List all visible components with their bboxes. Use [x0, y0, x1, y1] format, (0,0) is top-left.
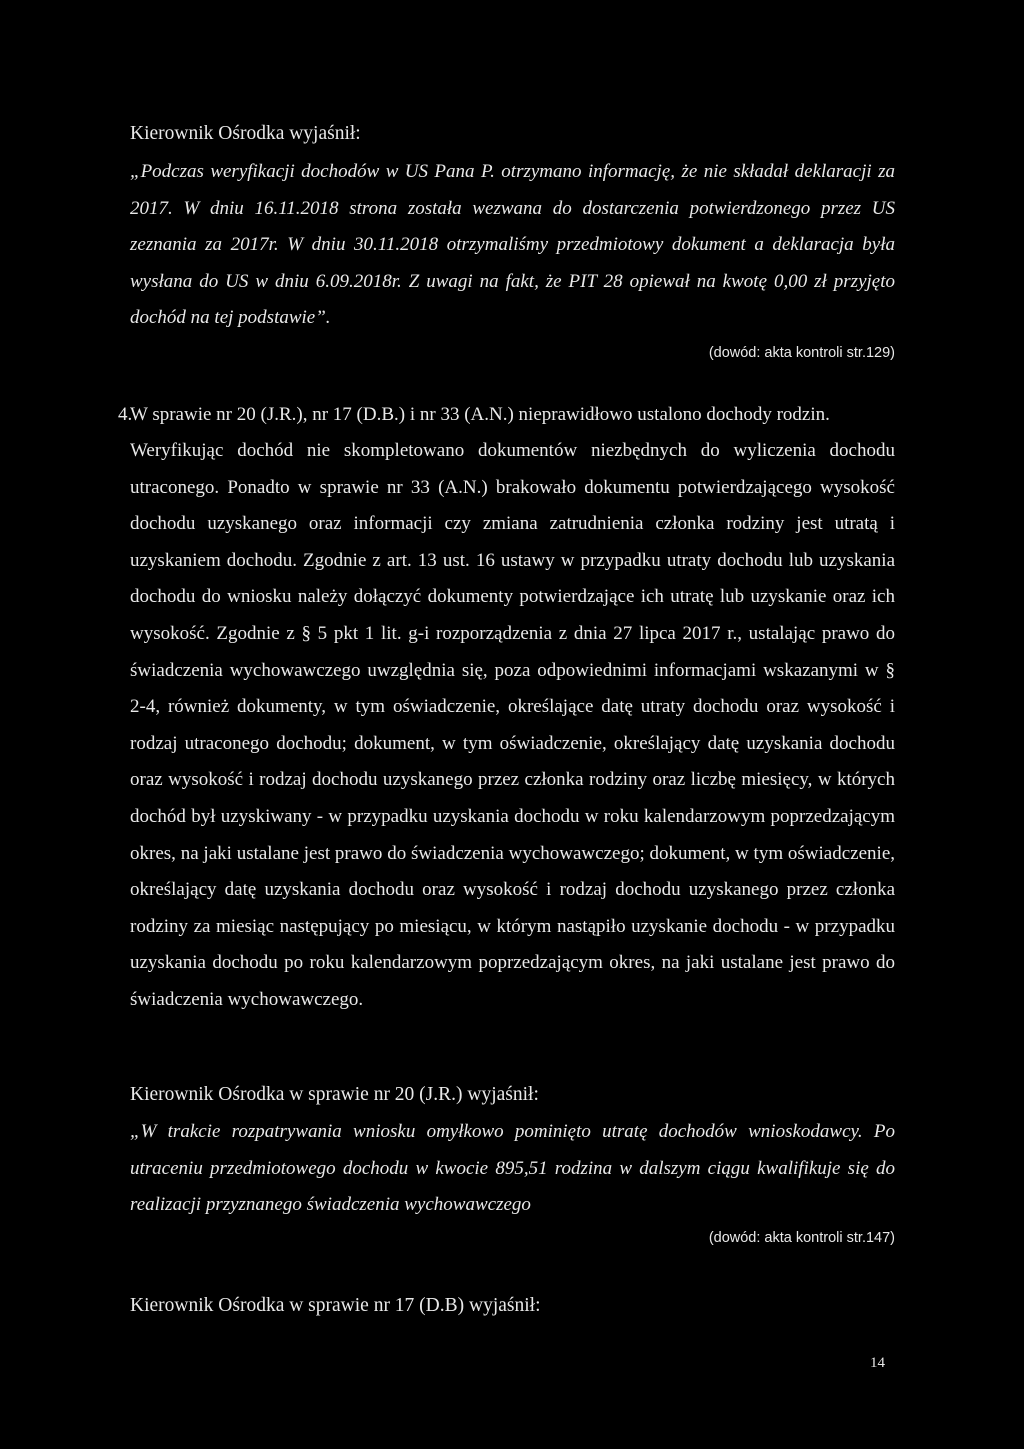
point-4-number: 4.	[118, 404, 133, 425]
section-2-quote-block	[130, 1114, 895, 1248]
section-1	[130, 120, 895, 148]
section-3-heading: Kierownik Ośrodka w sprawie nr 17 (D.B) wyjaśnił:	[130, 1295, 541, 1316]
section-1-quote-block	[130, 154, 895, 363]
page-number: 14	[870, 1355, 885, 1371]
section-1-evidence: (dowód: akta kontroli str.129)	[708, 344, 895, 361]
section-1-quote: „Podczas weryfikacji dochodów w US Pana P. otrzymano informację, że nie składał deklaracji za 2017. W dniu 16.11.2018 strona została wezwana do dostarczenia potwierdzonego przez US zeznania za 2017r. W dniu 30.11.2018 otrzymaliśmy przedmiotowy dokument a deklaracja była wysłana do US w dniu 6.09.2018r. Z uwagi na fakt, że PIT 28 opiewał na kwotę 0,00 zł przyjęto dochód na tej podstawie”.	[130, 161, 895, 329]
section-2-evidence: (dowód: akta kontroli str.147)	[708, 1229, 895, 1246]
section-2-heading: Kierownik Ośrodka w sprawie nr 20 (J.R.) wyjaśnił:	[130, 1084, 539, 1105]
section-1-heading: Kierownik Ośrodka wyjaśnił:	[130, 123, 361, 144]
point-4	[130, 401, 895, 429]
point-4-body-block	[130, 433, 895, 1019]
section-2	[130, 1081, 895, 1109]
point-4-first-line: W sprawie nr 20 (J.R.), nr 17 (D.B.) i nr 33 (A.N.) nieprawidłowo ustalono dochody rodzin.	[130, 404, 830, 425]
section-3	[130, 1292, 895, 1320]
point-4-body: Weryfikując dochód nie skompletowano dokumentów niezbędnych do wyliczenia dochodu utraconego. Ponadto w sprawie nr 33 (A.N.) brakowało dokumentu potwierdzającego wysokość dochodu uzyskanego oraz informacji czy zmiana zatrudnienia członka rodziny jest utratą i uzyskaniem dochodu. Zgodnie z art. 13 ust. 16 ustawy w przypadku utraty dochodu lub uzyskania dochodu do wniosku należy dołączyć dokumenty potwierdzające ich utratę lub uzyskanie oraz ich wysokość. Zgodnie z § 5 pkt 1 lit. g-i rozporządzenia z dnia 27 lipca 2017 r., ustalając prawo do świadczenia wychowawczego uwzględnia się, poza odpowiednimi informacjami wskazanymi w § 2-4, również dokumenty, w tym oświadczenie, określające datę utraty dochodu oraz wysokość i rodzaj utraconego dochodu; dokument, w tym oświadczenie, określający datę uzyskania dochodu oraz wysokość i rodzaj dochodu uzyskanego przez członka rodziny oraz liczbę miesięcy, w których dochód był uzyskiwany - w przypadku uzyskania dochodu w roku kalendarzowym poprzedzającym okres, na jaki ustalane jest prawo do świadczenia wychowawczego; dokument, w tym oświadczenie, określający datę uzyskania dochodu oraz wysokość i rodzaj dochodu uzyskanego przez członka rodziny za miesiąc następujący po miesiącu, w którym nastąpiło uzyskanie dochodu - w przypadku uzyskania dochodu po roku kalendarzowym poprzedzającym okres, na jaki ustalane jest prawo do świadczenia wychowawczego.	[130, 440, 895, 1010]
section-2-quote: „W trakcie rozpatrywania wniosku omyłkowo pominięto utratę dochodów wnioskodawcy. Po utraceniu przedmiotowego dochodu w kwocie 895,51 rodzina w dalszym ciągu kwalifikuje się do realizacji przyznanego świadczenia wychowawczego	[130, 1121, 895, 1216]
